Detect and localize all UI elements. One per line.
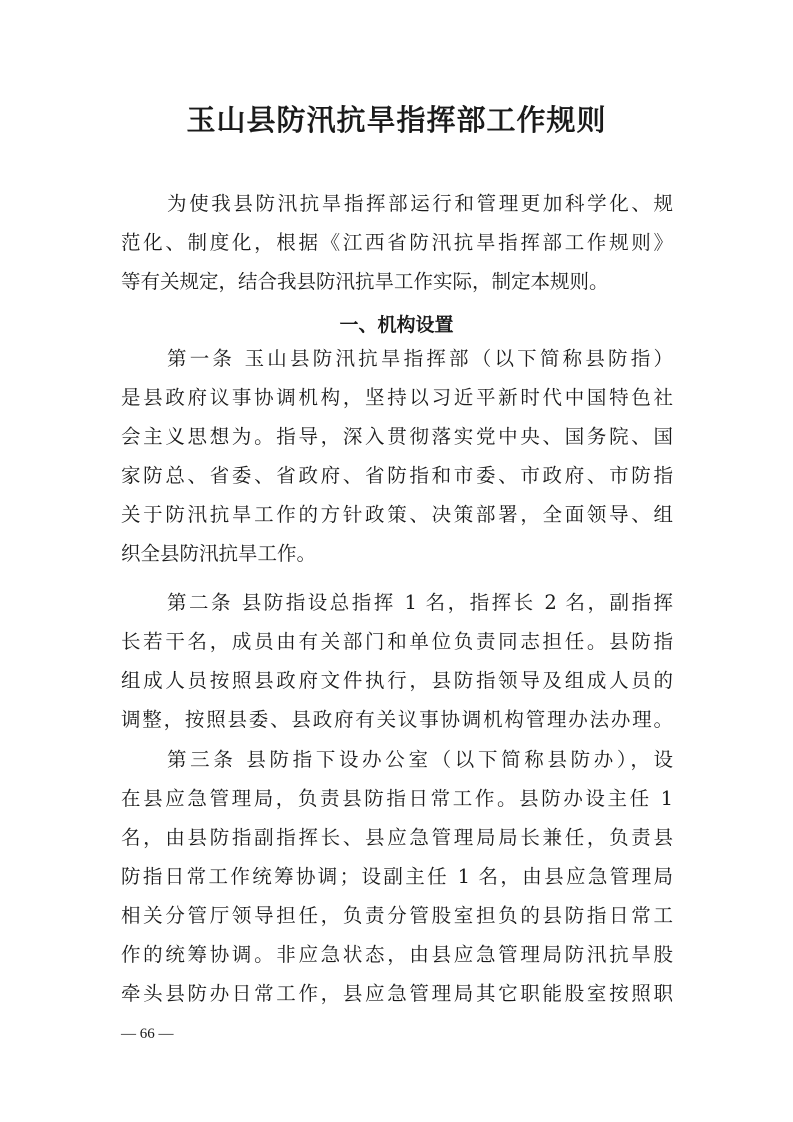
intro-line: 范化、制度化，根据《江西省防汛抗旱指挥部工作规则》	[121, 231, 673, 254]
article-3-line: 防指日常工作统筹协调；设副主任 1 名，由县应急管理局	[121, 865, 673, 888]
article-2-paragraph	[121, 583, 673, 739]
article-3-line: 第三条 县防指下设办公室（以下简称县防办），设	[167, 748, 673, 771]
article-1-line: 家防总、省委、省政府、省防指和市委、市政府、市防指	[121, 464, 673, 487]
article-2-line: 调整，按照县委、县政府有关议事协调机构管理办法办理。	[121, 708, 673, 731]
article-2-line: 第二条 县防指设总指挥 1 名，指挥长 2 名，副指挥	[167, 591, 673, 614]
article-3-line: 名，由县防指副指挥长、县应急管理局局长兼任，负责县	[121, 826, 673, 849]
article-3-paragraph	[121, 740, 673, 1013]
section-heading-organization: 一、机构设置	[339, 314, 454, 336]
article-1-line: 织全县防汛抗旱工作。	[121, 542, 317, 565]
article-1-paragraph	[121, 339, 673, 573]
article-1-line: 是县政府议事协调机构，坚持以习近平新时代中国特色社	[121, 386, 673, 409]
intro-line: 等有关规定，结合我县防汛抗旱工作实际，制定本规则。	[121, 270, 609, 293]
article-1-line: 会主义思想为。指导，深入贯彻落实党中央、国务院、国	[121, 425, 673, 448]
article-1-line: 第一条 玉山县防汛抗旱指挥部（以下简称县防指）	[167, 347, 673, 370]
intro-line: 为使我县防汛抗旱指挥部运行和管理更加科学化、规	[167, 192, 673, 215]
document-title: 玉山县防汛抗旱指挥部工作规则	[186, 103, 607, 137]
article-3-line: 在县应急管理局，负责县防指日常工作。县防办设主任 1	[121, 787, 673, 810]
article-3-line: 作的统筹协调。非应急状态，由县应急管理局防汛抗旱股	[121, 943, 673, 966]
article-3-line: 牵头县防办日常工作，县应急管理局其它职能股室按照职	[121, 982, 673, 1005]
article-1-line: 关于防汛抗旱工作的方针政策、决策部署，全面领导、组	[121, 503, 673, 526]
article-2-line: 组成人员按照县政府文件执行，县防指领导及组成人员的	[121, 669, 673, 692]
article-3-line: 相关分管厅领导担任，负责分管股室担负的县防指日常工	[121, 904, 673, 927]
page-number: — 66 —	[121, 1026, 174, 1042]
intro-paragraph	[121, 184, 673, 301]
article-2-line: 长若干名，成员由有关部门和单位负责同志担任。县防指	[121, 630, 673, 653]
